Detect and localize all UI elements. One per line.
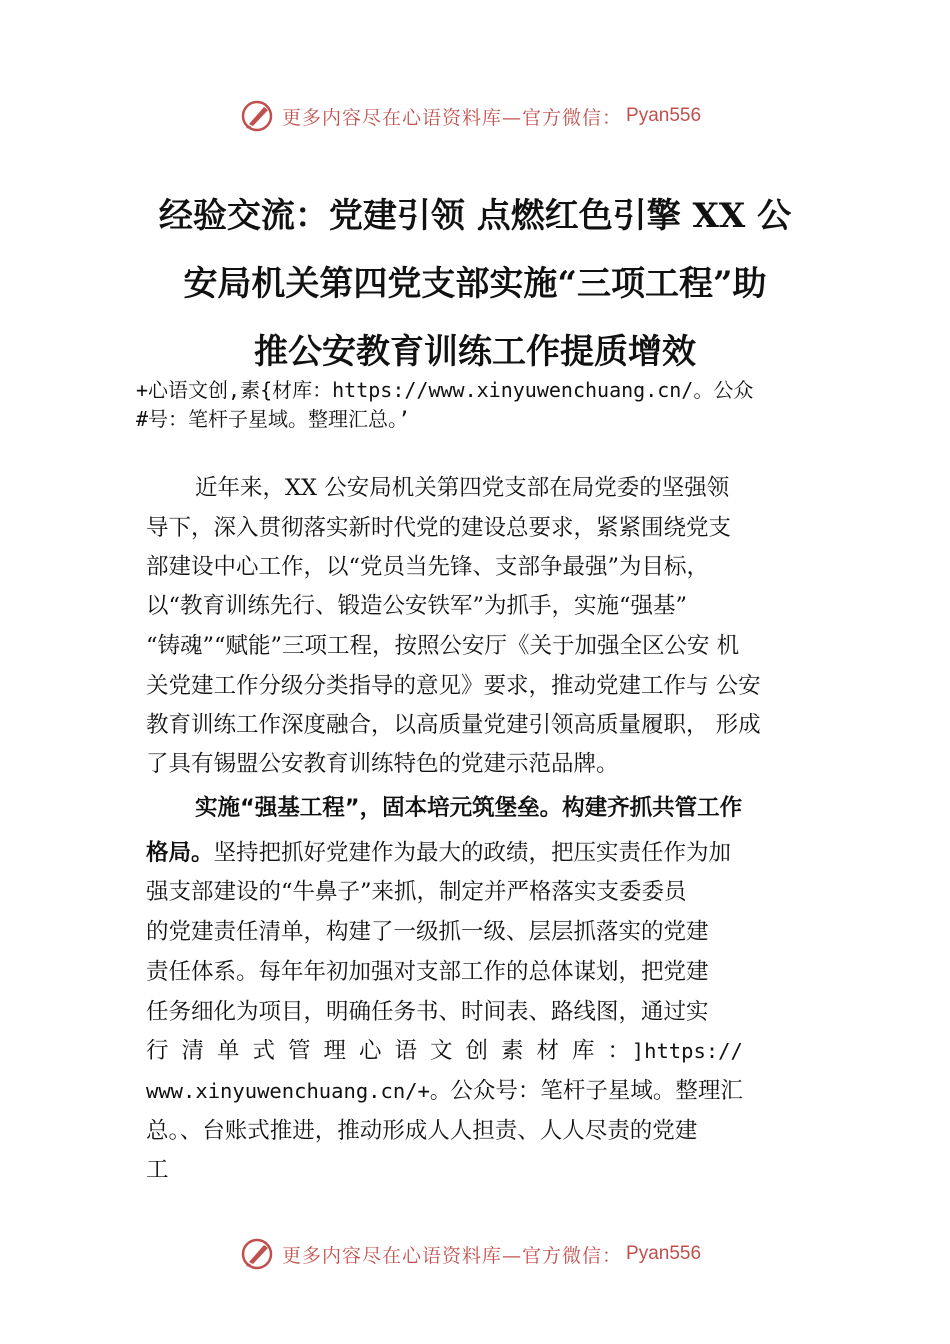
paragraph2-line: 总。、台账式推进，推动形成人人担责、人人尽责的党建 [146, 1118, 698, 1144]
title-line-1: 经验交流：党建引领 点燃红色引擎 XX 公 [158, 196, 792, 236]
paragraph1-line: 关党建工作分级分类指导的意见》要求，推动党建工作与 公安 [146, 673, 761, 699]
paragraph1-line: 近年来，XX 公安局机关第四党支部在局党委的坚强领 [195, 475, 730, 501]
banner-wechat-id: Pyan556 [626, 105, 702, 126]
banner-wechat-id: Pyan556 [626, 1243, 702, 1264]
paragraph2-heading-cont: 格局。 [146, 840, 214, 866]
paragraph2-line: 的党建责任清单，构建了一级抓一级、层层抓落实的党建 [146, 919, 709, 945]
paragraph2-line: 任务细化为项目，明确任务书、时间表、路线图，通过实 [146, 999, 709, 1025]
title-line-2: 安局机关第四党支部实施“三项工程”助 [183, 264, 767, 304]
paragraph1-line: 以“教育训练先行、锻造公安铁军”为抓手，实施“强基” [146, 593, 688, 619]
title-line-3: 推公安教育训练工作提质增效 [254, 332, 696, 372]
paragraph2-url-rest: 公众号：笔杆子星域。整理汇 [450, 1078, 743, 1104]
paragraph1-line: 部建设中心工作，以“党员当先锋、支部争最强”为目标， [146, 554, 710, 580]
paragraph1-line: 导下，深入贯彻落实新时代党的建设总要求，紧紧围绕党支 [146, 515, 732, 541]
brush-logo-icon [240, 1236, 276, 1272]
paragraph2-line: 强支部建设的“牛鼻子”来抓，制定并严格落实支委委员 [146, 879, 687, 905]
paragraph2-heading: 实施“强基工程”，固本培元筑堡垒。构建齐抓共管工作 [195, 795, 743, 821]
paragraph2-spaced-text: 行清单式管理心语文创素材库： [146, 1038, 632, 1064]
brush-logo-icon [240, 98, 276, 134]
paragraph2-url: www.xinyuwenchuang.cn/+。 [146, 1079, 451, 1103]
paragraph2-line [146, 835, 731, 867]
paragraph2-line: 工 [146, 1157, 169, 1183]
paragraph1-line: “铸魂”“赋能”三项工程，按照公安厅《关于加强全区公安 机 [146, 633, 740, 659]
banner-text: 更多内容尽在心语资料库—官方微信： [282, 106, 623, 129]
paragraph1-line: 了具有锡盟公安教育训练特色的党建示范品牌。 [146, 751, 619, 777]
footer-banner [240, 1234, 740, 1274]
paragraph2-line [146, 1033, 743, 1065]
paragraph2-line [146, 1073, 743, 1105]
source-note-line-1: +心语文创,素{材库：https://www.xinyuwenchuang.cn/。公众 [136, 378, 754, 402]
paragraph2-line-rest: 坚持把抓好党建作为最大的政绩，把压实责任作为加 [213, 840, 732, 866]
source-note-line-2: #号：笔杆子星域。整理汇总。’ [136, 407, 411, 431]
banner-text: 更多内容尽在心语资料库—官方微信： [282, 1244, 623, 1267]
paragraph2-line: 责任体系。每年年初加强对支部工作的总体谋划，把党建 [146, 959, 709, 985]
header-banner [240, 96, 740, 136]
paragraph2-url-fragment: ]https:// [631, 1039, 743, 1063]
paragraph1-line: 教育训练工作深度融合，以高质量党建引领高质量履职， 形成 [146, 712, 761, 738]
